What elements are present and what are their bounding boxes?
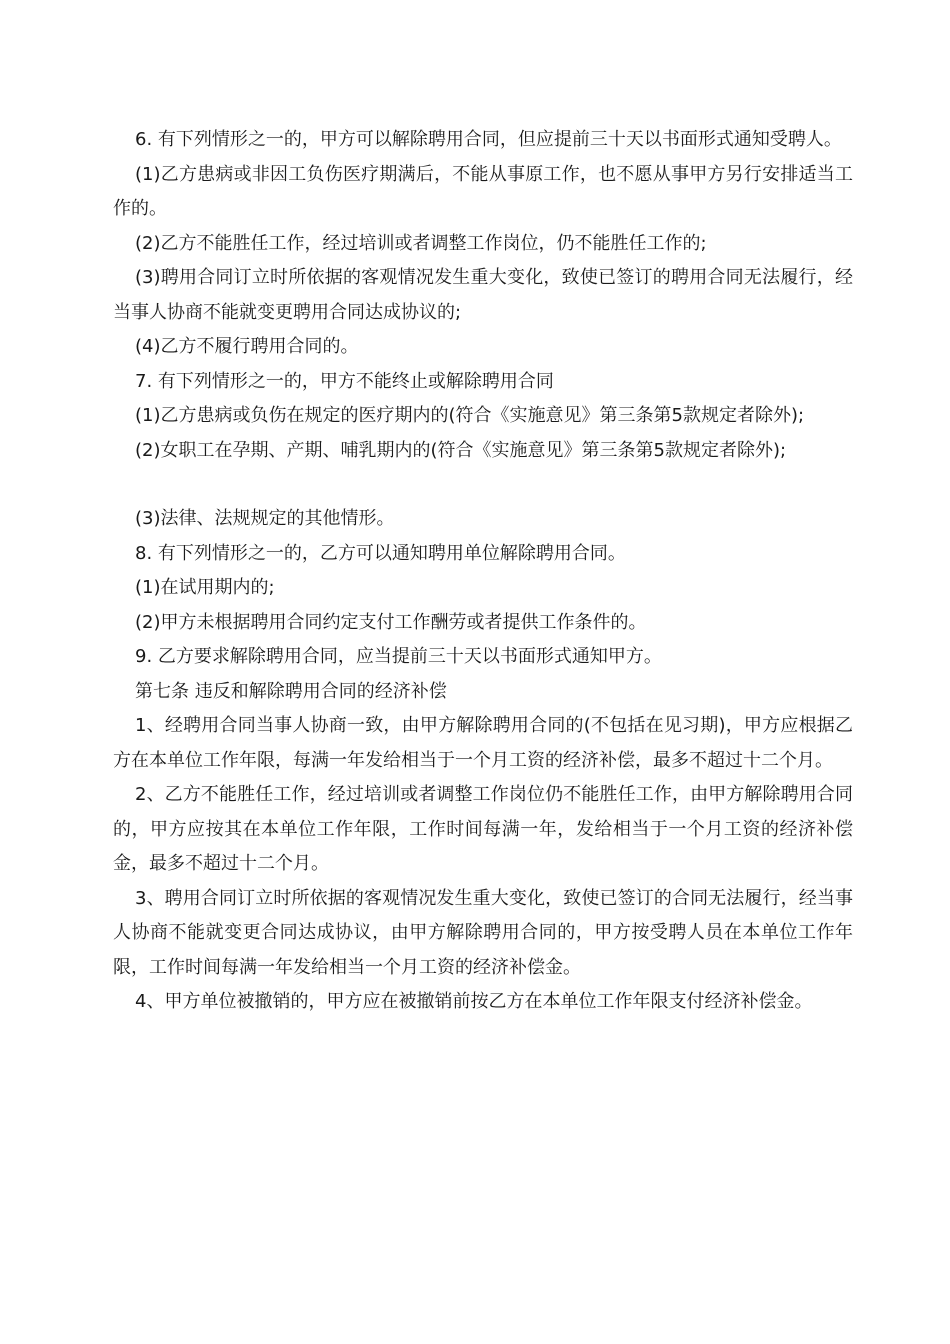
clause-8-intro: 8. 有下列情形之一的，乙方可以通知聘用单位解除聘用合同。	[135, 542, 626, 564]
clause-7-intro: 7. 有下列情形之一的，甲方不能终止或解除聘用合同	[135, 370, 554, 392]
clause-6-item-3: (3)聘用合同订立时所依据的客观情况发生重大变化，致使已签订的聘用合同无法履行，经当事人协商不能就变更聘用合同达成协议的;	[113, 267, 853, 323]
compensation-item-4: 4、甲方单位被撤销的，甲方应在被撤销前按乙方在本单位工作年限支付经济补偿金。	[135, 991, 813, 1012]
compensation-item-1: 1、经聘用合同当事人协商一致，由甲方解除聘用合同的(不包括在见习期)，甲方应根据乙方在本单位工作年限，每满一年发给相当于一个月工资的经济补偿，最多不超过十二个月。	[113, 715, 853, 771]
blank-line	[113, 468, 853, 502]
compensation-item-2: 2、乙方不能胜任工作，经过培训或者调整工作岗位仍不能胜任工作，由甲方解除聘用合同的，甲方应按其在本单位工作年限，工作时间每满一年，发给相当于一个月工资的经济补偿金，最多不超过十二个月。	[113, 784, 853, 874]
clause-6-item-2: (2)乙方不能胜任工作，经过培训或者调整工作岗位，仍不能胜任工作的;	[135, 232, 707, 254]
clause-9: 9. 乙方要求解除聘用合同，应当提前三十天以书面形式通知甲方。	[135, 646, 662, 667]
clause-8-item-2: (2)甲方未根据聘用合同约定支付工作酬劳或者提供工作条件的。	[135, 611, 647, 633]
article-7-heading: 第七条 违反和解除聘用合同的经济补偿	[135, 680, 447, 702]
clause-7-item-3: (3)法律、法规规定的其他情形。	[135, 508, 395, 529]
clause-7-item-1: (1)乙方患病或负伤在规定的医疗期内的(符合《实施意见》第三条第5款规定者除外);	[135, 405, 805, 426]
clause-8-item-1: (1)在试用期内的;	[135, 577, 275, 598]
document-body	[113, 123, 853, 1020]
compensation-item-3: 3、聘用合同订立时所依据的客观情况发生重大变化，致使已签订的合同无法履行，经当事人协商不能就变更合同达成协议，由甲方解除聘用合同的，甲方按受聘人员在本单位工作年限，工作时间每满一年发给相当一个月工资的经济补偿金。	[113, 887, 853, 978]
clause-6-item-1: (1)乙方患病或非因工负伤医疗期满后，不能从事原工作，也不愿从事甲方另行安排适当工作的。	[113, 163, 853, 219]
clause-6-item-4: (4)乙方不履行聘用合同的。	[135, 336, 359, 357]
clause-7-item-2: (2)女职工在孕期、产期、哺乳期内的(符合《实施意见》第三条第5款规定者除外);	[135, 439, 787, 461]
clause-6-intro: 6. 有下列情形之一的，甲方可以解除聘用合同，但应提前三十天以书面形式通知受聘人。	[135, 129, 842, 150]
